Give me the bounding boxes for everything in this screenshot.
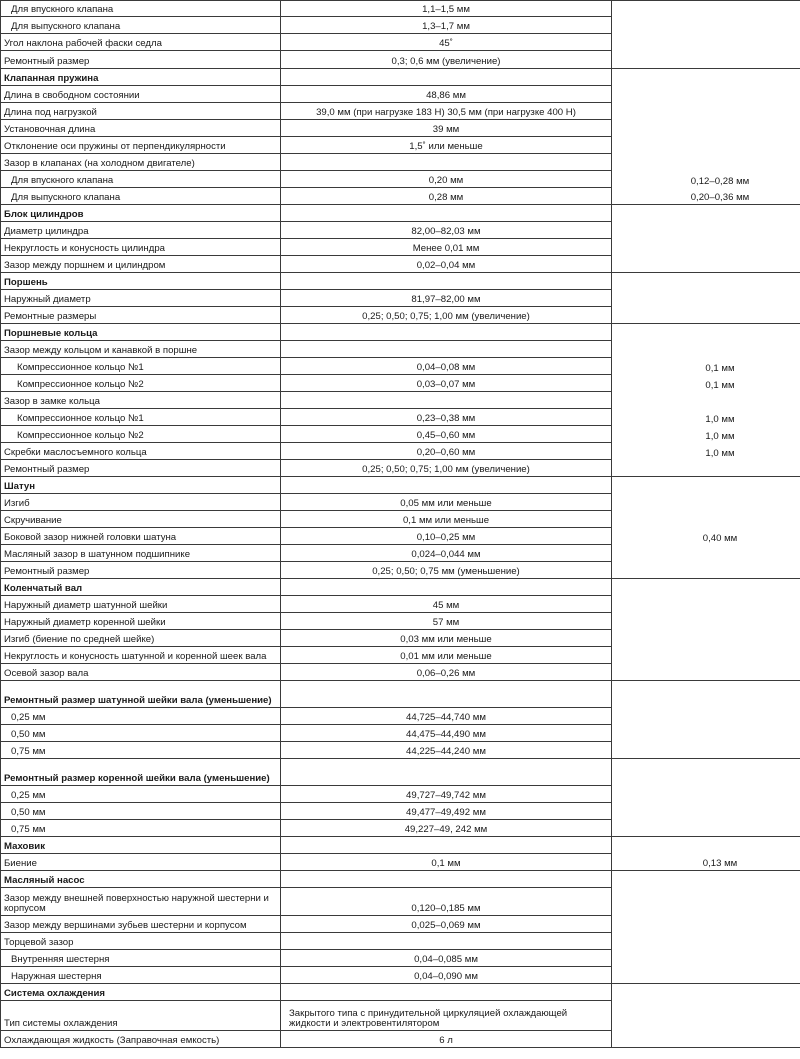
limit-value xyxy=(612,786,800,803)
limit-value: 1,0 мм xyxy=(612,443,800,460)
parameter-label: 0,50 мм xyxy=(1,725,281,742)
parameter-label: Длина под нагрузкой xyxy=(1,103,281,120)
limit-value xyxy=(612,460,800,477)
parameter-label: Наружный диаметр коренной шейки xyxy=(1,613,281,630)
section-title: Ремонтный размер коренной шейки вала (уменьшение) xyxy=(1,759,281,786)
table-row xyxy=(1,103,800,120)
parameter-label: Отклонение оси пружины от перпендикулярности xyxy=(1,137,281,154)
parameter-label: Компрессионное кольцо №1 xyxy=(1,409,281,426)
nominal-value xyxy=(281,273,612,290)
limit-value xyxy=(612,205,800,222)
parameter-label: Изгиб xyxy=(1,494,281,511)
nominal-value: 0,120–0,185 мм xyxy=(281,888,612,916)
parameter-label: 0,25 мм xyxy=(1,708,281,725)
section-header-row xyxy=(1,984,800,1001)
section-header-row xyxy=(1,477,800,494)
limit-value xyxy=(612,477,800,494)
section-title: Система охлаждения xyxy=(1,984,281,1001)
parameter-label: Ремонтный размер xyxy=(1,460,281,477)
table-row xyxy=(1,51,800,69)
table-row xyxy=(1,1,800,17)
table-row xyxy=(1,664,800,681)
limit-value xyxy=(612,1001,800,1031)
table-row xyxy=(1,239,800,256)
limit-value xyxy=(612,647,800,664)
limit-value xyxy=(612,545,800,562)
nominal-value: 0,23–0,38 мм xyxy=(281,409,612,426)
table-row xyxy=(1,545,800,562)
nominal-value: 39,0 мм (при нагрузке 183 Н) 30,5 мм (при нагрузке 400 Н) xyxy=(281,103,612,120)
nominal-value: 45 мм xyxy=(281,596,612,613)
limit-value xyxy=(612,137,800,154)
limit-value xyxy=(612,34,800,51)
limit-value xyxy=(612,803,800,820)
section-title: Ремонтный размер шатунной шейки вала (уменьшение) xyxy=(1,681,281,708)
nominal-value xyxy=(281,154,612,171)
table-row xyxy=(1,120,800,137)
nominal-value: 0,45–0,60 мм xyxy=(281,426,612,443)
table-row xyxy=(1,725,800,742)
parameter-label: Длина в свободном состоянии xyxy=(1,86,281,103)
nominal-value: 49,727–49,742 мм xyxy=(281,786,612,803)
nominal-value xyxy=(281,341,612,358)
table-row xyxy=(1,528,800,545)
parameter-label: Наружная шестерня xyxy=(1,967,281,984)
parameter-label: Некруглость и конусность цилиндра xyxy=(1,239,281,256)
nominal-value: 57 мм xyxy=(281,613,612,630)
section-title: Блок цилиндров xyxy=(1,205,281,222)
table-row xyxy=(1,290,800,307)
limit-value xyxy=(612,725,800,742)
parameter-label: Зазор между поршнем и цилиндром xyxy=(1,256,281,273)
section-header-row xyxy=(1,759,800,786)
table-row xyxy=(1,154,800,171)
table-row xyxy=(1,443,800,460)
parameter-label: 0,75 мм xyxy=(1,742,281,759)
table-row xyxy=(1,137,800,154)
parameter-label: Некруглость и конусность шатунной и коренной шеек вала xyxy=(1,647,281,664)
nominal-value: 49,477–49,492 мм xyxy=(281,803,612,820)
parameter-label: Наружный диаметр шатунной шейки xyxy=(1,596,281,613)
limit-value xyxy=(612,742,800,759)
nominal-value: 45˚ xyxy=(281,34,612,51)
parameter-label: Для выпускного клапана xyxy=(1,17,281,34)
nominal-value: 81,97–82,00 мм xyxy=(281,290,612,307)
limit-value xyxy=(612,708,800,725)
nominal-value: 0,1 мм xyxy=(281,854,612,871)
table-row xyxy=(1,1031,800,1048)
limit-value xyxy=(612,341,800,358)
nominal-value: 0,03 мм или меньше xyxy=(281,630,612,647)
table-row xyxy=(1,950,800,967)
limit-value xyxy=(612,239,800,256)
section-title: Шатун xyxy=(1,477,281,494)
table-row xyxy=(1,613,800,630)
parameter-label: Компрессионное кольцо №1 xyxy=(1,358,281,375)
nominal-value: 0,05 мм или меньше xyxy=(281,494,612,511)
nominal-value: 6 л xyxy=(281,1031,612,1048)
table-row xyxy=(1,171,800,188)
table-row xyxy=(1,86,800,103)
parameter-label: Торцевой зазор xyxy=(1,933,281,950)
limit-value xyxy=(612,256,800,273)
nominal-value: Менее 0,01 мм xyxy=(281,239,612,256)
table-row xyxy=(1,17,800,34)
table-row xyxy=(1,742,800,759)
limit-value xyxy=(612,86,800,103)
table-row xyxy=(1,916,800,933)
section-header-row xyxy=(1,273,800,290)
table-row xyxy=(1,409,800,426)
nominal-value: 0,25; 0,50; 0,75; 1,00 мм (увеличение) xyxy=(281,460,612,477)
limit-value xyxy=(612,494,800,511)
parameter-label: Ремонтный размер xyxy=(1,562,281,579)
nominal-value xyxy=(281,759,612,786)
section-title: Масляный насос xyxy=(1,871,281,888)
nominal-value xyxy=(281,681,612,708)
nominal-value: 44,725–44,740 мм xyxy=(281,708,612,725)
nominal-value xyxy=(281,477,612,494)
section-title: Коленчатый вал xyxy=(1,579,281,596)
parameter-label: Наружный диаметр xyxy=(1,290,281,307)
section-title: Маховик xyxy=(1,837,281,854)
table-row xyxy=(1,786,800,803)
nominal-value: 49,227–49, 242 мм xyxy=(281,820,612,837)
limit-value xyxy=(612,933,800,950)
table-row xyxy=(1,358,800,375)
limit-value xyxy=(612,511,800,528)
nominal-value: 0,28 мм xyxy=(281,188,612,205)
nominal-value: 0,03–0,07 мм xyxy=(281,375,612,392)
limit-value xyxy=(612,273,800,290)
limit-value: 1,0 мм xyxy=(612,426,800,443)
parameter-label: Изгиб (биение по средней шейке) xyxy=(1,630,281,647)
nominal-value: 0,02–0,04 мм xyxy=(281,256,612,273)
parameter-label: Охлаждающая жидкость (Заправочная емкость) xyxy=(1,1031,281,1048)
parameter-label: Для выпускного клапана xyxy=(1,188,281,205)
parameter-label: Скребки маслосъемного кольца xyxy=(1,443,281,460)
table-row xyxy=(1,647,800,664)
table-row xyxy=(1,375,800,392)
parameter-label: 0,75 мм xyxy=(1,820,281,837)
limit-value xyxy=(612,120,800,137)
nominal-value: 48,86 мм xyxy=(281,86,612,103)
nominal-value: 1,1–1,5 мм xyxy=(281,1,612,17)
limit-value xyxy=(612,17,800,34)
parameter-label: Боковой зазор нижней головки шатуна xyxy=(1,528,281,545)
table-row xyxy=(1,426,800,443)
nominal-value: 0,1 мм или меньше xyxy=(281,511,612,528)
nominal-value xyxy=(281,205,612,222)
parameter-label: Зазор в замке кольца xyxy=(1,392,281,409)
limit-value xyxy=(612,967,800,984)
limit-value xyxy=(612,1031,800,1048)
nominal-value xyxy=(281,69,612,86)
limit-value: 1,0 мм xyxy=(612,409,800,426)
section-header-row xyxy=(1,324,800,341)
specification-table-body xyxy=(1,1,800,1048)
limit-value xyxy=(612,51,800,69)
nominal-value: 44,225–44,240 мм xyxy=(281,742,612,759)
nominal-value: 1,3–1,7 мм xyxy=(281,17,612,34)
parameter-label: 0,50 мм xyxy=(1,803,281,820)
parameter-label: Зазор между вершинами зубьев шестерни и корпусом xyxy=(1,916,281,933)
section-header-row xyxy=(1,69,800,86)
parameter-label: Ремонтный размер xyxy=(1,51,281,69)
nominal-value: 0,25; 0,50; 0,75 мм (уменьшение) xyxy=(281,562,612,579)
table-row xyxy=(1,803,800,820)
limit-value xyxy=(612,1,800,17)
table-row xyxy=(1,256,800,273)
nominal-value: 0,06–0,26 мм xyxy=(281,664,612,681)
table-row xyxy=(1,307,800,324)
table-row xyxy=(1,596,800,613)
limit-value xyxy=(612,596,800,613)
nominal-value: 0,04–0,08 мм xyxy=(281,358,612,375)
limit-value xyxy=(612,579,800,596)
parameter-label: Угол наклона рабочей фаски седла xyxy=(1,34,281,51)
parameter-label: Для впускного клапана xyxy=(1,171,281,188)
nominal-value: 0,25; 0,50; 0,75; 1,00 мм (увеличение) xyxy=(281,307,612,324)
nominal-value: 1,5˚ или меньше xyxy=(281,137,612,154)
limit-value xyxy=(612,759,800,786)
parameter-label: Зазор в клапанах (на холодном двигателе) xyxy=(1,154,281,171)
table-row xyxy=(1,854,800,871)
limit-value xyxy=(612,837,800,854)
limit-value: 0,20–0,36 мм xyxy=(612,188,800,205)
parameter-label: Ремонтные размеры xyxy=(1,307,281,324)
table-row xyxy=(1,933,800,950)
limit-value xyxy=(612,154,800,171)
limit-value xyxy=(612,681,800,708)
limit-value xyxy=(612,562,800,579)
nominal-value: 44,475–44,490 мм xyxy=(281,725,612,742)
section-header-row xyxy=(1,205,800,222)
limit-value xyxy=(612,613,800,630)
nominal-value xyxy=(281,392,612,409)
table-row xyxy=(1,188,800,205)
limit-value: 0,13 мм xyxy=(612,854,800,871)
limit-value xyxy=(612,324,800,341)
section-header-row xyxy=(1,681,800,708)
parameter-label: Биение xyxy=(1,854,281,871)
table-row xyxy=(1,1001,800,1031)
limit-value xyxy=(612,307,800,324)
nominal-value: 0,04–0,085 мм xyxy=(281,950,612,967)
nominal-value: Закрытого типа с принудительной циркуляцией охлаждающей жидкости и электровентилятором xyxy=(281,1001,612,1031)
parameter-label: Тип системы охлаждения xyxy=(1,1001,281,1031)
parameter-label: 0,25 мм xyxy=(1,786,281,803)
table-row xyxy=(1,820,800,837)
nominal-value xyxy=(281,324,612,341)
parameter-label: Осевой зазор вала xyxy=(1,664,281,681)
limit-value: 0,12–0,28 мм xyxy=(612,171,800,188)
limit-value: 0,40 мм xyxy=(612,528,800,545)
section-title: Поршневые кольца xyxy=(1,324,281,341)
table-row xyxy=(1,511,800,528)
limit-value xyxy=(612,664,800,681)
parameter-label: Компрессионное кольцо №2 xyxy=(1,426,281,443)
parameter-label: Установочная длина xyxy=(1,120,281,137)
parameter-label: Скручивание xyxy=(1,511,281,528)
limit-value xyxy=(612,630,800,647)
table-row xyxy=(1,34,800,51)
parameter-label: Диаметр цилиндра xyxy=(1,222,281,239)
limit-value: 0,1 мм xyxy=(612,375,800,392)
table-row xyxy=(1,562,800,579)
limit-value xyxy=(612,69,800,86)
nominal-value: 0,025–0,069 мм xyxy=(281,916,612,933)
nominal-value xyxy=(281,837,612,854)
parameter-label: Масляный зазор в шатунном подшипнике xyxy=(1,545,281,562)
section-title: Клапанная пружина xyxy=(1,69,281,86)
nominal-value xyxy=(281,984,612,1001)
nominal-value: 0,10–0,25 мм xyxy=(281,528,612,545)
section-header-row xyxy=(1,837,800,854)
table-row xyxy=(1,222,800,239)
limit-value: 0,1 мм xyxy=(612,358,800,375)
limit-value xyxy=(612,820,800,837)
nominal-value xyxy=(281,579,612,596)
nominal-value: 0,3; 0,6 мм (увеличение) xyxy=(281,51,612,69)
section-header-row xyxy=(1,579,800,596)
table-row xyxy=(1,708,800,725)
parameter-label: Компрессионное кольцо №2 xyxy=(1,375,281,392)
parameter-label: Зазор между внешней поверхностью наружной шестерни и корпусом xyxy=(1,888,281,916)
table-row xyxy=(1,967,800,984)
nominal-value: 0,20–0,60 мм xyxy=(281,443,612,460)
limit-value xyxy=(612,290,800,307)
section-title: Поршень xyxy=(1,273,281,290)
nominal-value: 82,00–82,03 мм xyxy=(281,222,612,239)
parameter-label: Зазор между кольцом и канавкой в поршне xyxy=(1,341,281,358)
limit-value xyxy=(612,103,800,120)
nominal-value: 0,024–0,044 мм xyxy=(281,545,612,562)
parameter-label: Внутренняя шестерня xyxy=(1,950,281,967)
nominal-value xyxy=(281,871,612,888)
nominal-value: 0,20 мм xyxy=(281,171,612,188)
parameter-label: Для впускного клапана xyxy=(1,1,281,17)
table-row xyxy=(1,392,800,409)
limit-value xyxy=(612,984,800,1001)
table-row xyxy=(1,341,800,358)
nominal-value: 39 мм xyxy=(281,120,612,137)
nominal-value: 0,04–0,090 мм xyxy=(281,967,612,984)
table-row xyxy=(1,460,800,477)
limit-value xyxy=(612,916,800,933)
limit-value xyxy=(612,888,800,916)
limit-value xyxy=(612,392,800,409)
nominal-value: 0,01 мм или меньше xyxy=(281,647,612,664)
table-row xyxy=(1,494,800,511)
limit-value xyxy=(612,871,800,888)
limit-value xyxy=(612,950,800,967)
table-row xyxy=(1,630,800,647)
nominal-value xyxy=(281,933,612,950)
limit-value xyxy=(612,222,800,239)
table-row xyxy=(1,888,800,916)
section-header-row xyxy=(1,871,800,888)
